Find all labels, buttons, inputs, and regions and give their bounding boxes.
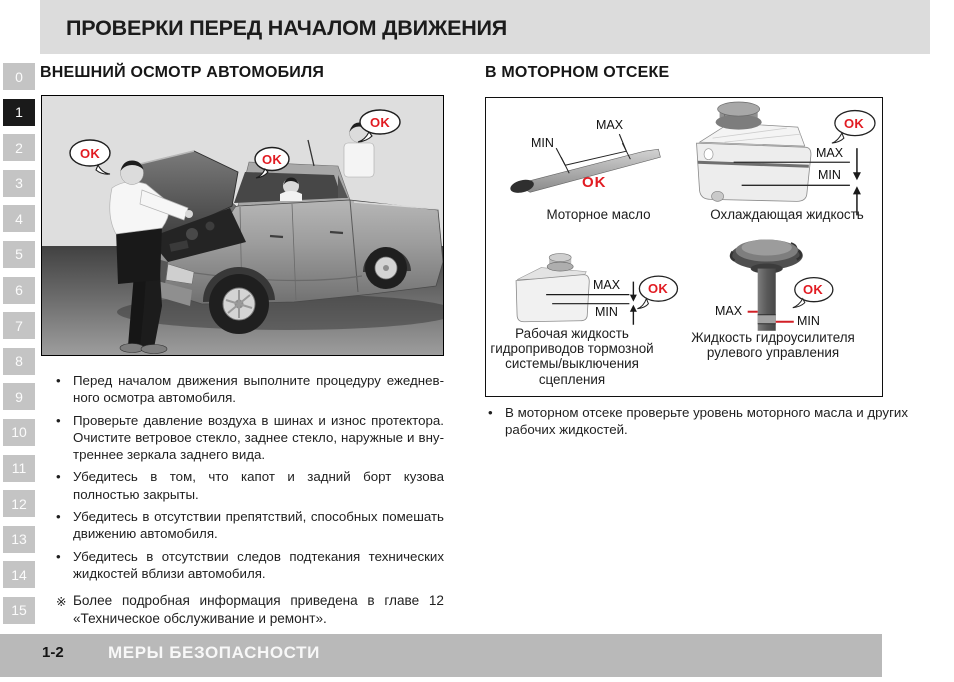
chapter-tab-9: 9 bbox=[3, 383, 35, 410]
chapter-tab-6: 6 bbox=[3, 277, 35, 304]
oil-caption: Моторное масло bbox=[546, 207, 651, 222]
bullet-marker: • bbox=[56, 469, 61, 485]
chapter-tab-2: 2 bbox=[3, 134, 35, 161]
chapter-tab-12: 12 bbox=[3, 490, 35, 517]
list-item-text: Убедитесь в том, что капот и задний борт кузова полностью закрыты. bbox=[73, 469, 444, 502]
chapter-tab-3: 3 bbox=[3, 170, 35, 197]
brake-max-label: MAX bbox=[593, 278, 621, 292]
ok-bubble-label-driver: OK bbox=[261, 152, 283, 167]
exterior-checklist bbox=[56, 372, 444, 628]
chapter-tab-13: 13 bbox=[3, 526, 35, 553]
steering-min-label: MIN bbox=[797, 314, 820, 328]
list-item-text: Перед началом движения выполните процедуру ежедневного осмотра автомобиля. bbox=[73, 373, 444, 406]
chapter-tab-10: 10 bbox=[3, 419, 35, 446]
car-illustration bbox=[42, 96, 443, 355]
steering-max-label: MAX bbox=[715, 304, 743, 318]
list-item-text: Убедитесь в отсутствии препятствий, способных помешать движению автомобиля. bbox=[73, 509, 444, 542]
engine-bay-checklist bbox=[488, 404, 908, 439]
footer-section-title: МЕРЫ БЕЗОПАСНОСТИ bbox=[108, 643, 320, 662]
footer-page-number: 1-2 bbox=[42, 644, 64, 661]
brake-ok-label: OK bbox=[647, 281, 669, 296]
chapter-tab-5: 5 bbox=[3, 241, 35, 268]
oil-ok-label: OK bbox=[582, 174, 607, 191]
coolant-caption: Охлаждающая жидкость bbox=[710, 207, 864, 222]
list-item-text: Убедитесь в отсутствии следов подтекания технических жидкостей вблизи автомобиля. bbox=[73, 548, 444, 581]
list-item bbox=[56, 468, 444, 503]
chapter-tab-8: 8 bbox=[3, 348, 35, 375]
chapter-tab-14: 14 bbox=[3, 561, 35, 588]
header-band bbox=[40, 0, 930, 54]
reference-note bbox=[56, 592, 444, 628]
bullet-marker: • bbox=[56, 373, 61, 388]
list-item bbox=[56, 372, 444, 407]
list-item bbox=[488, 404, 908, 439]
chapter-tab-1-active: 1 bbox=[3, 99, 35, 126]
brake-caption: Рабочая жидкость гидроприводов тормозной системы/выключения сцепления bbox=[490, 326, 654, 387]
page-title: ПРОВЕРКИ ПЕРЕД НАЧАЛОМ ДВИЖЕНИЯ bbox=[66, 16, 508, 40]
steering-ok-label: OK bbox=[802, 282, 824, 297]
oil-min-label: MIN bbox=[531, 136, 554, 150]
ok-bubble-label-front: OK bbox=[79, 146, 101, 161]
list-item-text: В моторном отсеке проверьте уровень моторного масла и других рабочих жидкостей. bbox=[505, 405, 908, 438]
bullet-marker: • bbox=[56, 412, 61, 428]
brake-min-label: MIN bbox=[595, 305, 618, 319]
ok-bubble-label-rear: OK bbox=[369, 115, 391, 130]
engine-bay-figure bbox=[485, 97, 883, 397]
coolant-max-label: MAX bbox=[816, 146, 844, 160]
reference-mark: ※ bbox=[56, 595, 67, 610]
coolant-ok-label: OK bbox=[843, 116, 865, 131]
steering-caption: Жидкость гидроусилителя рулевого управления bbox=[691, 330, 855, 361]
footer-band bbox=[0, 634, 882, 677]
list-item bbox=[56, 508, 444, 543]
coolant-min-label: MIN bbox=[818, 168, 841, 182]
list-item bbox=[56, 548, 444, 583]
chapter-tab-15: 15 bbox=[3, 597, 35, 624]
bullet-marker: • bbox=[488, 405, 493, 420]
bullet-marker: • bbox=[56, 509, 61, 525]
chapter-tab-index bbox=[3, 63, 35, 624]
oil-max-label: MAX bbox=[596, 118, 624, 132]
chapter-tab-11: 11 bbox=[3, 455, 35, 482]
chapter-tab-4: 4 bbox=[3, 205, 35, 232]
chapter-tab-7: 7 bbox=[3, 312, 35, 339]
right-section-heading: В МОТОРНОМ ОТСЕКЕ bbox=[485, 64, 670, 81]
bullet-marker: • bbox=[56, 548, 61, 564]
list-item bbox=[56, 412, 444, 464]
reference-note-text: Более подробная информация приведена в главе 12 «Техническое обслуживание и ремонт». bbox=[73, 593, 444, 627]
exterior-inspection-figure bbox=[41, 95, 444, 356]
chapter-tab-0: 0 bbox=[3, 63, 35, 90]
list-item-text: Проверьте давление воздуха в шинах и износ протектора. Очистите ветровое стекло, заднее стекло, наружные и внутреннее зеркала заднего вида. bbox=[73, 412, 444, 463]
left-section-heading: ВНЕШНИЙ ОСМОТР АВТОМОБИЛЯ bbox=[40, 64, 325, 81]
